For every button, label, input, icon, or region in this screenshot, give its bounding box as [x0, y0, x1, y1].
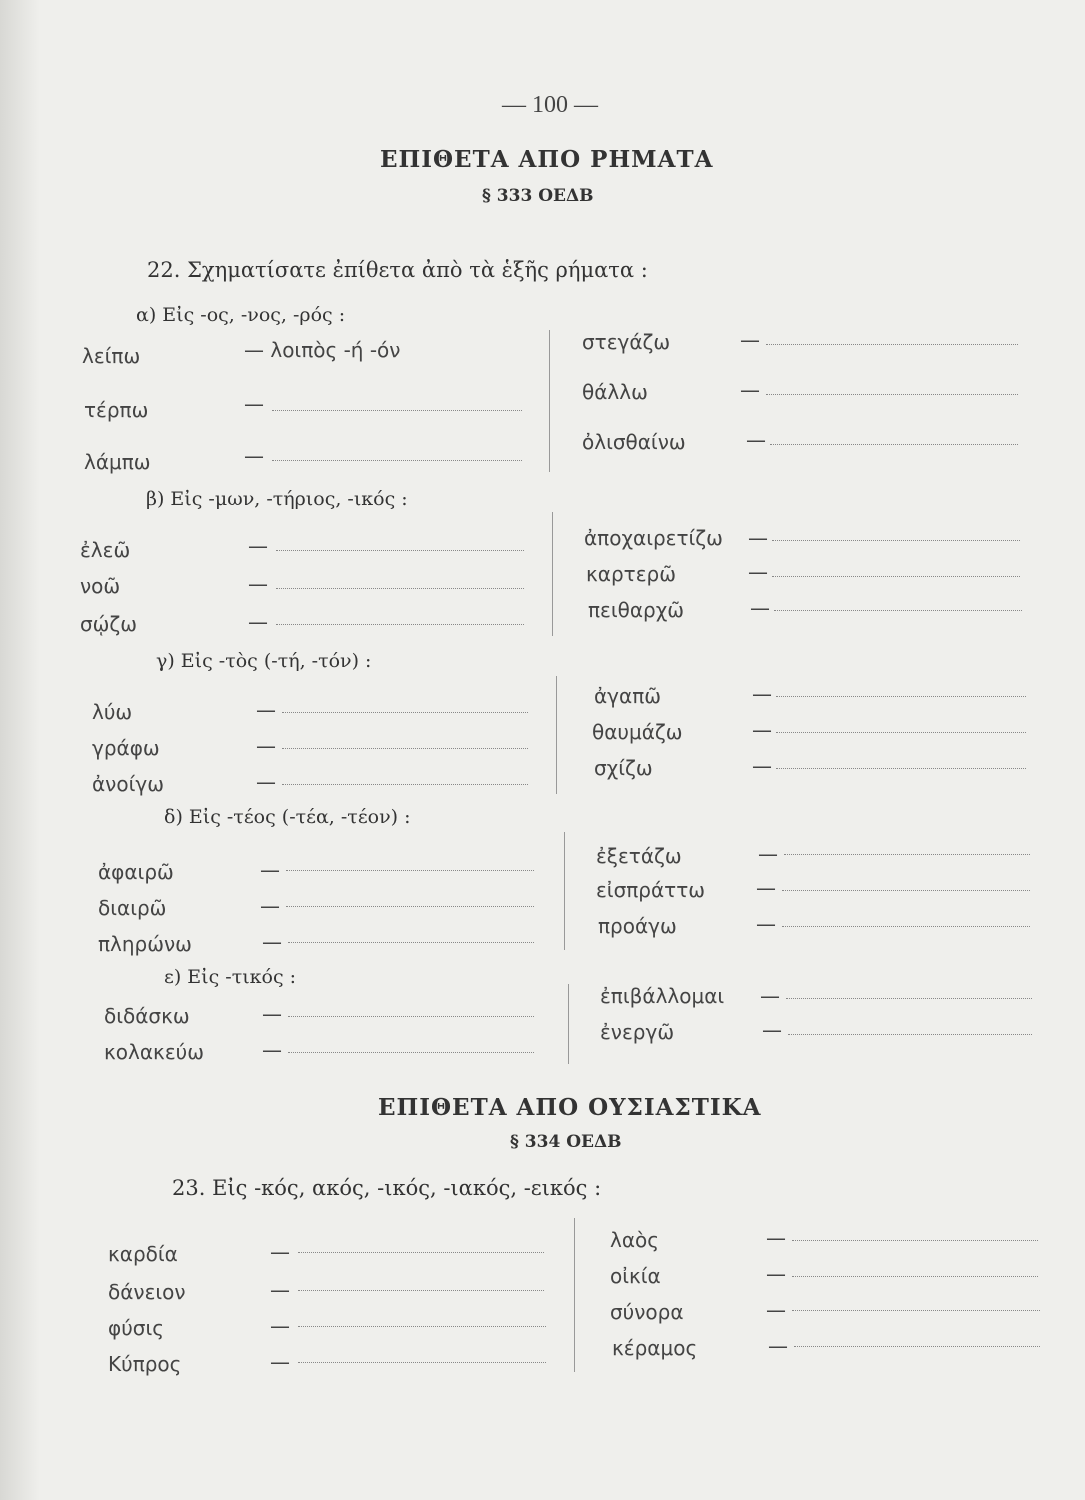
answer-line[interactable] [786, 998, 1032, 999]
exercise-22-instruction: 22. Σχηματίσατε ἐπίθετα ἀπὸ τὰ ἑξῆς ρήματα : [147, 258, 648, 282]
word-peitharcho: πειθαρχῶ [588, 598, 685, 622]
answer-line[interactable] [784, 854, 1030, 855]
dash: — [758, 842, 778, 866]
answer-line[interactable] [272, 410, 522, 411]
column-divider [574, 1218, 575, 1372]
column-divider [552, 512, 553, 636]
word-plirono: πληρώνω [98, 932, 192, 956]
answer-line[interactable] [276, 624, 524, 625]
page-number: — 100 — [502, 92, 598, 118]
answer-line[interactable] [298, 1290, 544, 1291]
dash: — [248, 572, 268, 596]
dash: — [746, 428, 766, 452]
subsection-a-heading: α) Εἰς -ος, -νος, -ρός : [136, 304, 346, 326]
answer-line[interactable] [792, 1310, 1040, 1311]
word-eisprato: εἰσπράττω [596, 878, 706, 902]
section2-title: ΕΠΙΘΕΤΑ ΑΠΟ ΟΥΣΙΑΣΤΙΚΑ [378, 1094, 762, 1121]
dash: — [270, 1350, 290, 1374]
word-noo: νοῶ [80, 574, 121, 598]
answer-line[interactable] [298, 1326, 546, 1327]
answer-line[interactable] [776, 768, 1026, 769]
word-kartero: καρτερῶ [586, 562, 676, 586]
word-energo: ἐνεργῶ [600, 1020, 675, 1044]
dash: — [760, 984, 780, 1008]
dash: — [248, 610, 268, 634]
subsection-e-heading: ε) Εἰς -τικός : [164, 966, 297, 988]
answer-line[interactable] [282, 712, 528, 713]
dash: — [750, 596, 770, 620]
dash: — [256, 734, 276, 758]
exercise-23-instruction: 23. Εἰς -κός, ακός, -ικός, -ιακός, -εικός : [172, 1176, 602, 1200]
answer-line[interactable] [782, 890, 1030, 891]
subsection-d-heading: δ) Εἰς -τέος (-τέα, -τέον) : [164, 806, 411, 828]
page-edge-shadow [0, 0, 40, 1500]
answer-line[interactable] [298, 1362, 546, 1363]
column-divider [568, 984, 569, 1064]
column-divider [549, 330, 550, 472]
subsection-b-heading: β) Εἰς -μων, -τήριος, -ικός : [146, 488, 408, 510]
dash: — [256, 698, 276, 722]
dash: — [248, 534, 268, 558]
word-proago: προάγω [598, 914, 677, 938]
word-keramos: κέραμος [612, 1336, 698, 1360]
dash: — [752, 754, 772, 778]
word-kypros: Κύπρος [108, 1352, 182, 1376]
word-eleo: ἐλεῶ [80, 538, 131, 562]
dash: — [748, 526, 768, 550]
dash: — [270, 1240, 290, 1264]
word-daneion: δάνειον [108, 1280, 186, 1304]
dash: — [756, 912, 776, 936]
word-terpo: τέρπω [84, 398, 149, 422]
answer-line[interactable] [794, 1346, 1040, 1347]
dash: — [270, 1314, 290, 1338]
answer-line[interactable] [286, 870, 534, 871]
section1-title: ΕΠΙΘΕΤΑ ΑΠΟ ΡΗΜΑΤΑ [380, 146, 714, 173]
word-stegazo: στεγάζω [582, 330, 671, 354]
example-answer: — λοιπὸς -ή -όν [244, 338, 401, 362]
dash: — [756, 876, 776, 900]
word-grafo: γράφω [92, 736, 160, 760]
answer-line[interactable] [288, 1052, 534, 1053]
answer-line[interactable] [276, 588, 524, 589]
answer-line[interactable] [288, 942, 534, 943]
answer-line[interactable] [792, 1276, 1038, 1277]
word-fysis: φύσις [108, 1316, 164, 1340]
subsection-c-heading: γ) Εἰς -τὸς (-τή, -τόν) : [156, 650, 372, 672]
word-laos: λαὸς [610, 1228, 659, 1252]
answer-line[interactable] [776, 732, 1026, 733]
dash: — [256, 770, 276, 794]
answer-line[interactable] [276, 550, 524, 551]
word-anoigo: ἀνοίγω [92, 772, 164, 796]
dash: — [270, 1278, 290, 1302]
word-thallo: θάλλω [582, 380, 648, 404]
answer-line[interactable] [774, 610, 1022, 611]
word-agapo: ἀγαπῶ [594, 684, 661, 708]
answer-line[interactable] [282, 748, 528, 749]
answer-line[interactable] [772, 540, 1020, 541]
word-lyo: λύω [92, 700, 133, 724]
answer-line[interactable] [766, 394, 1018, 395]
word-lampo: λάμπω [84, 450, 151, 474]
dash: — [766, 1298, 786, 1322]
section1-paragraph-ref: § 333 ΟΕΔΒ [482, 186, 594, 206]
word-schizo: σχίζω [594, 756, 653, 780]
dash: — [766, 1226, 786, 1250]
dash: — [752, 718, 772, 742]
dash: — [244, 392, 264, 416]
word-kardia: καρδία [108, 1242, 178, 1266]
word-sozo: σῴζω [80, 612, 138, 636]
word-oikia: οἰκία [610, 1264, 661, 1288]
word-olisthaino: ὀλισθαίνω [582, 430, 686, 454]
answer-line[interactable] [272, 460, 522, 461]
dash: — [766, 1262, 786, 1286]
dash: — [762, 1018, 782, 1042]
answer-line[interactable] [288, 1016, 534, 1017]
dash: — [748, 560, 768, 584]
word-didasko: διδάσκω [104, 1004, 190, 1028]
dash: — [740, 378, 760, 402]
answer-line[interactable] [772, 576, 1020, 577]
dash: — [262, 1002, 282, 1026]
word-afairo: ἀφαιρῶ [98, 860, 174, 884]
column-divider [564, 832, 565, 950]
word-exetazo: ἐξετάζω [596, 844, 682, 868]
word-thaumazo: θαυμάζω [592, 720, 683, 744]
answer-line[interactable] [770, 444, 1018, 445]
word-leipo: λείπω [82, 344, 141, 368]
dash: — [262, 930, 282, 954]
dash: — [752, 682, 772, 706]
dash: — [262, 1038, 282, 1062]
answer-line[interactable] [282, 784, 528, 785]
answer-line[interactable] [776, 696, 1026, 697]
column-divider [556, 676, 557, 794]
dash: — [768, 1334, 788, 1358]
answer-line[interactable] [766, 344, 1018, 345]
word-diairo: διαιρῶ [98, 896, 167, 920]
answer-line[interactable] [788, 1034, 1032, 1035]
word-kolakeuo: κολακεύω [104, 1040, 204, 1064]
answer-line[interactable] [782, 926, 1030, 927]
section2-paragraph-ref: § 334 ΟΕΔΒ [510, 1132, 622, 1152]
dash: — [740, 328, 760, 352]
dash: — [260, 858, 280, 882]
dash: — [260, 894, 280, 918]
word-apochairetizo: ἀποχαιρετίζω [584, 526, 723, 550]
answer-line[interactable] [792, 1240, 1038, 1241]
word-synora: σύνορα [610, 1300, 684, 1324]
dash: — [244, 444, 264, 468]
word-epivallomai: ἐπιβάλλομαι [600, 984, 725, 1008]
answer-line[interactable] [298, 1252, 544, 1253]
answer-line[interactable] [286, 906, 534, 907]
